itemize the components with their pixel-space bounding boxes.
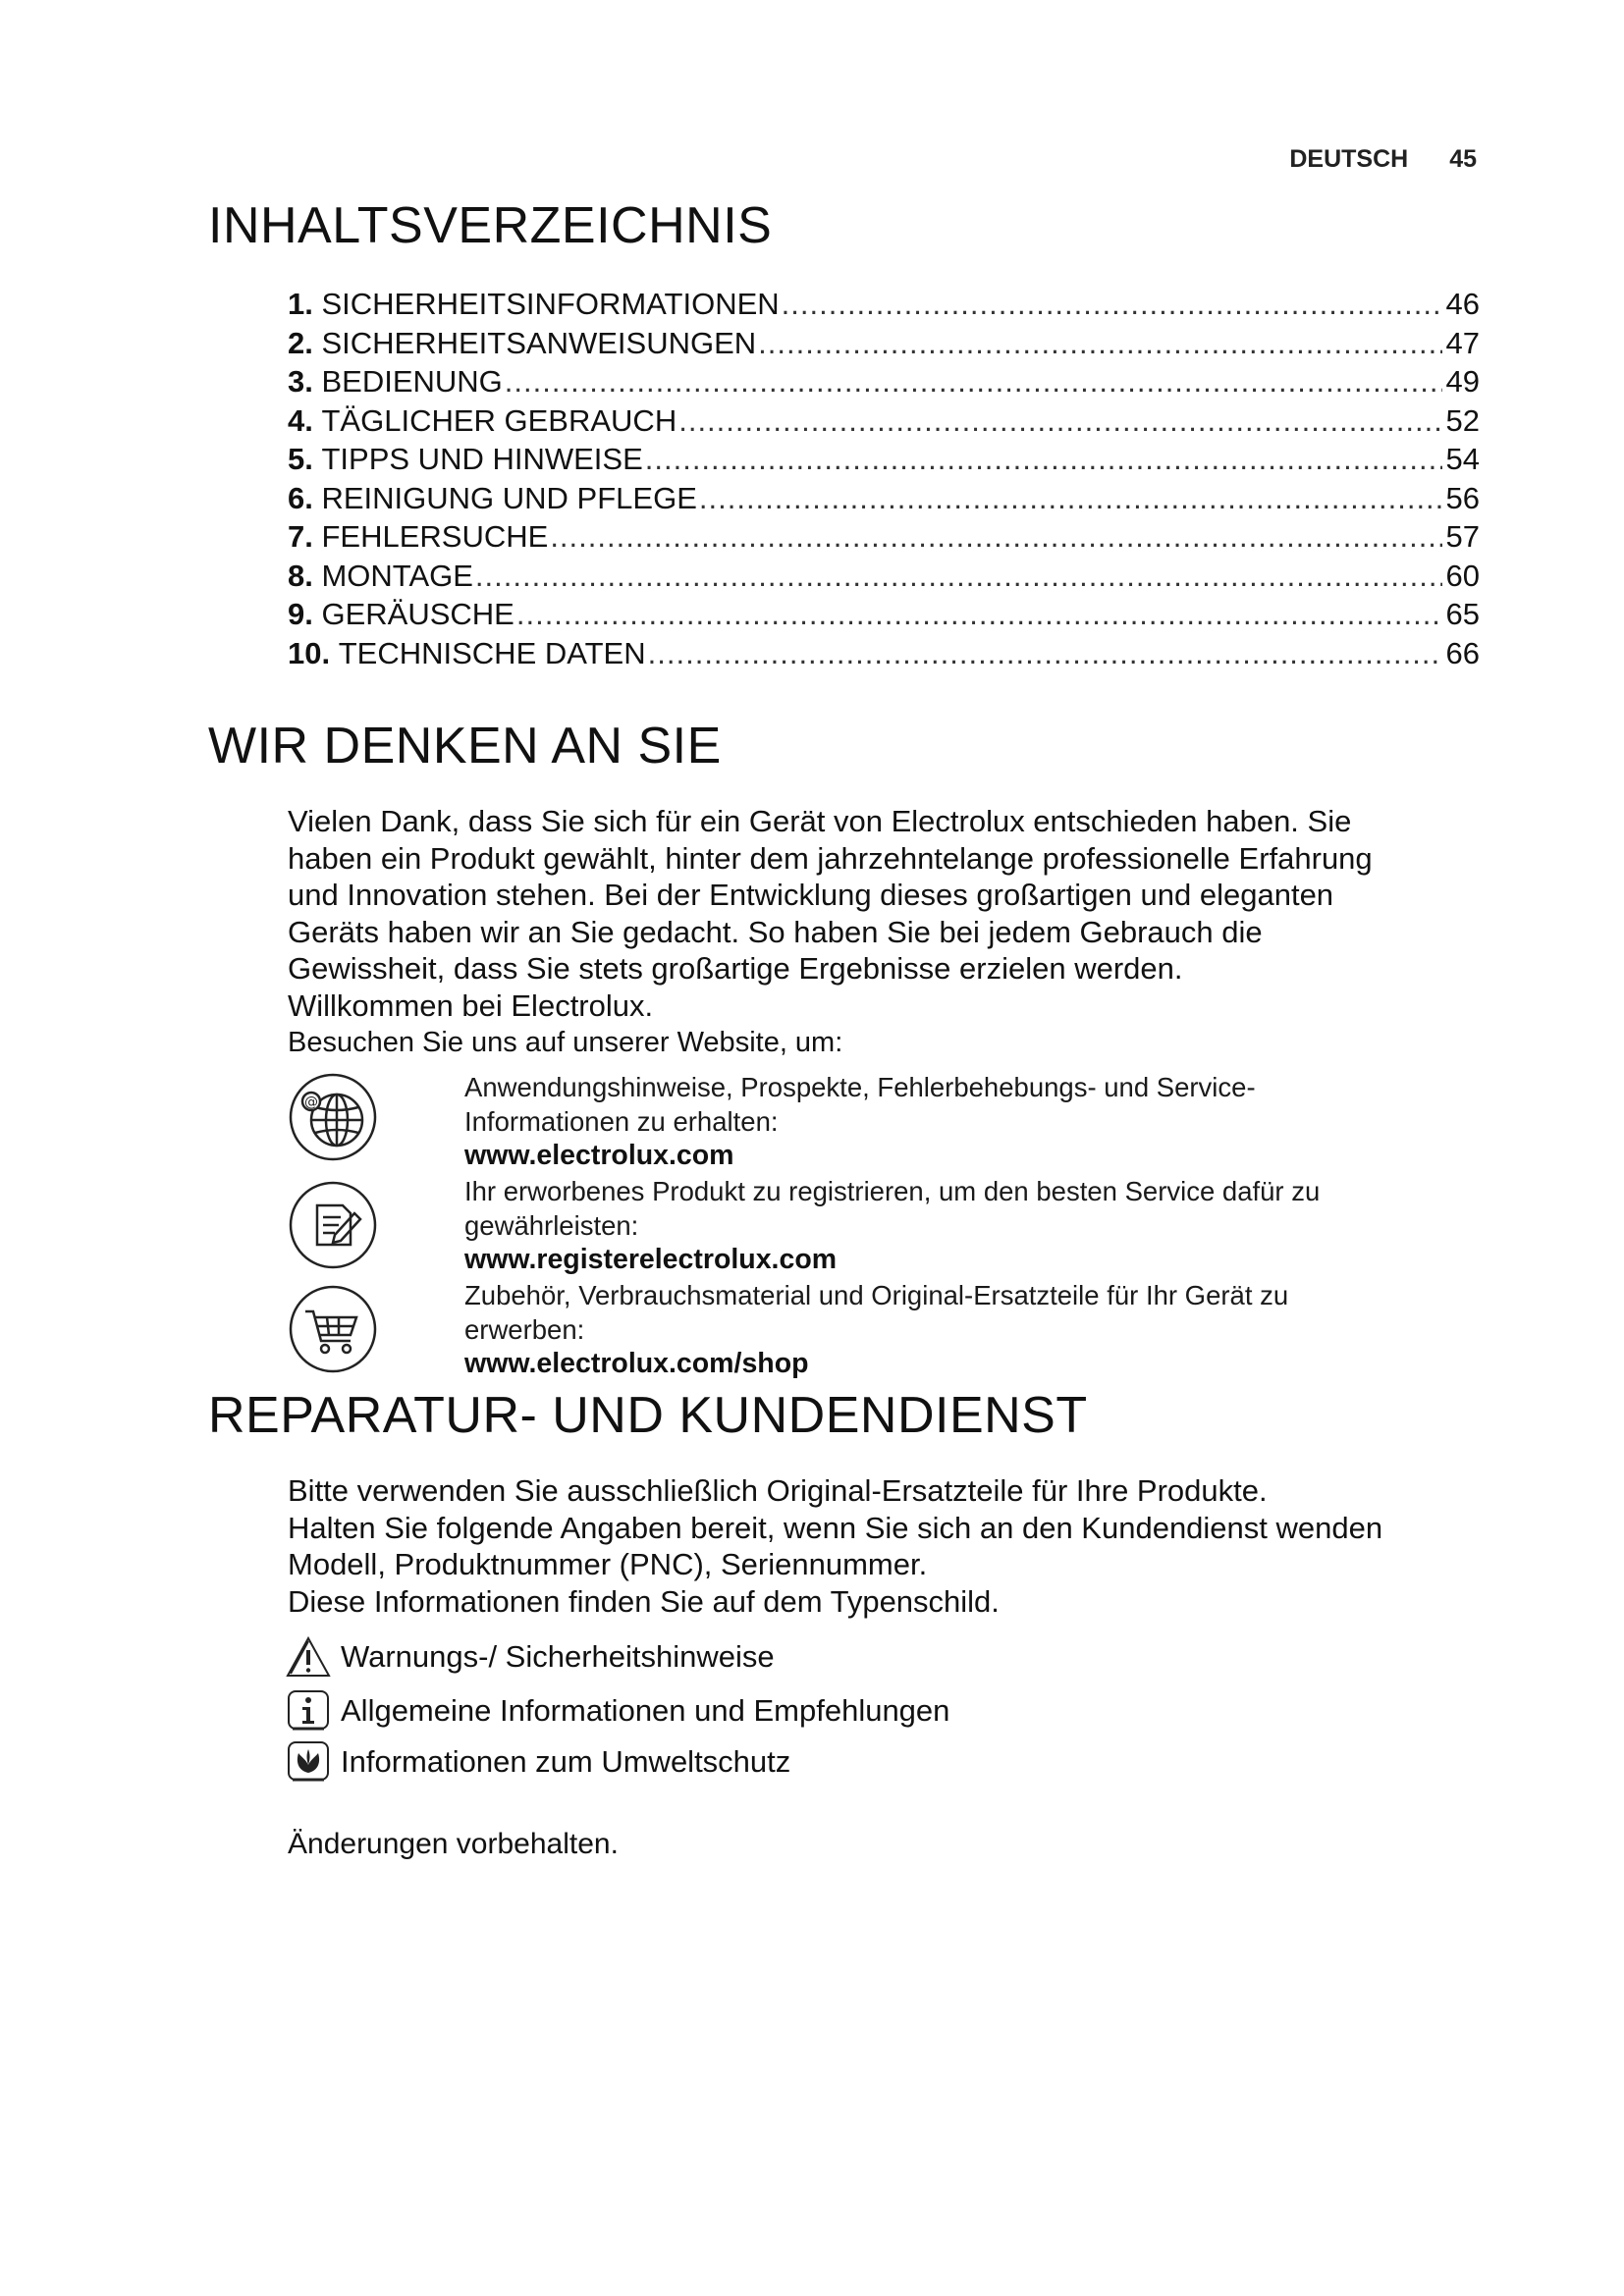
toc-item-page: 60: [1445, 558, 1480, 593]
toc-item-number: 7.: [288, 519, 313, 554]
toc-item-label: GERÄUSCHE: [321, 597, 514, 631]
service-line: Modell, Produktnummer (PNC), Seriennummer.: [288, 1547, 928, 1582]
toc-item-number: 4.: [288, 402, 313, 438]
toc-item[interactable]: [288, 362, 1480, 401]
intro-line: Geräts haben wir an Sie gedacht. So haben Sie bei jedem Gebrauch die: [288, 914, 1263, 949]
register-icon: [288, 1180, 378, 1270]
web-item-line: Anwendungshinweise, Prospekte, Fehlerbehebungs- und Service-: [464, 1072, 1256, 1102]
service-paragraph: [288, 1472, 1495, 1620]
toc-item-number: 10.: [288, 635, 331, 670]
toc-item-label: FEHLERSUCHE: [321, 519, 549, 554]
service-line: Bitte verwenden Sie ausschließlich Original-Ersatzteile für Ihre Produkte.: [288, 1473, 1268, 1508]
web-item-text: [464, 1278, 1495, 1381]
service-title: REPARATUR- UND KUNDENDIENST: [208, 1387, 1088, 1444]
toc-item[interactable]: [288, 401, 1480, 441]
web-item-text: [464, 1174, 1495, 1277]
toc-item[interactable]: [288, 634, 1480, 673]
toc-item[interactable]: [288, 285, 1480, 324]
intro-title: WIR DENKEN AN SIE: [208, 718, 722, 774]
info-icon: [285, 1687, 332, 1735]
toc-item-number: 9.: [288, 597, 313, 631]
web-item-text: [464, 1070, 1495, 1173]
toc-item-page: 56: [1445, 480, 1480, 515]
toc-item-page: 65: [1445, 597, 1480, 631]
toc-item[interactable]: [288, 557, 1480, 596]
web-item-line: Ihr erworbenes Produkt zu registrieren, um den besten Service dafür zu: [464, 1176, 1321, 1206]
toc-item-page: 57: [1445, 519, 1480, 554]
web-item-line: Informationen zu erhalten:: [464, 1106, 779, 1137]
intro-line: haben ein Produkt gewählt, hinter dem jahrzehntelange professionelle Erfahrung: [288, 840, 1373, 876]
table-of-contents: [288, 285, 1480, 672]
intro-line: und Innovation stehen. Bei der Entwicklung dieses großartigen und eleganten: [288, 878, 1334, 913]
environment-icon: [285, 1738, 332, 1786]
legend-label: Allgemeine Informationen und Empfehlungen: [341, 1693, 950, 1728]
toc-leader-dots: [550, 517, 1441, 557]
service-line: Halten Sie folgende Angaben bereit, wenn Sie sich an den Kundendienst wenden: [288, 1510, 1383, 1545]
toc-item-page: 54: [1445, 442, 1480, 476]
intro-paragraph: [288, 803, 1495, 1061]
footer-note: Änderungen vorbehalten.: [288, 1828, 619, 1860]
toc-item-page: 66: [1445, 635, 1480, 670]
toc-leader-dots: [678, 401, 1441, 441]
web-item-line: Zubehör, Verbrauchsmaterial und Original-Ersatzteile für Ihr Gerät zu: [464, 1280, 1289, 1310]
legend-label: Warnungs-/ Sicherheitshinweise: [341, 1639, 775, 1674]
toc-item-number: 8.: [288, 558, 313, 593]
toc-leader-dots: [648, 634, 1442, 673]
toc-item-page: 46: [1445, 287, 1480, 321]
toc-item-label: BEDIENUNG: [321, 364, 503, 399]
svg-text:@: @: [304, 1095, 318, 1110]
toc-item-label: SICHERHEITSINFORMATIONEN: [321, 287, 780, 321]
toc-leader-dots: [758, 324, 1441, 363]
toc-leader-dots: [475, 557, 1442, 596]
toc-item-label: TÄGLICHER GEBRAUCH: [321, 402, 677, 438]
header-page-number: 45: [1449, 145, 1477, 173]
toc-leader-dots: [645, 440, 1442, 479]
legend-label: Informationen zum Umweltschutz: [341, 1744, 791, 1779]
web-item-line: erwerben:: [464, 1314, 585, 1345]
toc-item-number: 1.: [288, 287, 313, 321]
toc-leader-dots: [699, 479, 1442, 518]
visit-line: Besuchen Sie uns auf unserer Website, um:: [288, 1026, 843, 1058]
toc-item-number: 3.: [288, 364, 313, 399]
shopping-cart-icon: [288, 1284, 378, 1374]
website-link[interactable]: www.registerelectrolux.com: [464, 1244, 838, 1275]
toc-leader-dots: [505, 362, 1442, 401]
warning-icon: [285, 1633, 332, 1681]
toc-leader-dots: [516, 595, 1442, 634]
toc-item-number: 6.: [288, 480, 313, 515]
toc-item-page: 47: [1445, 325, 1480, 360]
toc-item-number: 2.: [288, 325, 313, 360]
toc-item-label: REINIGUNG UND PFLEGE: [321, 480, 697, 515]
toc-item[interactable]: [288, 479, 1480, 518]
intro-line: Gewissheit, dass Sie stets großartige Ergebnisse erzielen werden.: [288, 951, 1183, 987]
service-line: Diese Informationen finden Sie auf dem Typenschild.: [288, 1583, 1000, 1619]
toc-item-label: SICHERHEITSANWEISUNGEN: [321, 325, 757, 360]
intro-line: Willkommen bei Electrolux.: [288, 988, 654, 1023]
toc-item[interactable]: [288, 517, 1480, 557]
website-link[interactable]: www.electrolux.com/shop: [464, 1348, 809, 1379]
toc-item-number: 5.: [288, 442, 313, 476]
header-language: DEUTSCH: [1289, 145, 1409, 173]
web-item-line: gewährleisten:: [464, 1210, 639, 1241]
toc-item-label: TIPPS UND HINWEISE: [321, 442, 643, 476]
page-header: [1289, 145, 1477, 174]
toc-item-label: MONTAGE: [321, 558, 473, 593]
intro-line: Vielen Dank, dass Sie sich für ein Gerät von Electrolux entschieden haben. Sie: [288, 804, 1352, 838]
toc-item-label: TECHNISCHE DATEN: [338, 635, 646, 670]
toc-leader-dots: [782, 285, 1442, 324]
toc-item-page: 52: [1445, 402, 1480, 438]
website-link[interactable]: www.electrolux.com: [464, 1140, 734, 1171]
toc-item[interactable]: [288, 440, 1480, 479]
globe-icon: [288, 1072, 378, 1162]
toc-item-page: 49: [1445, 364, 1480, 399]
toc-item[interactable]: [288, 324, 1480, 363]
toc-title: INHALTSVERZEICHNIS: [208, 197, 773, 254]
toc-item[interactable]: [288, 595, 1480, 634]
